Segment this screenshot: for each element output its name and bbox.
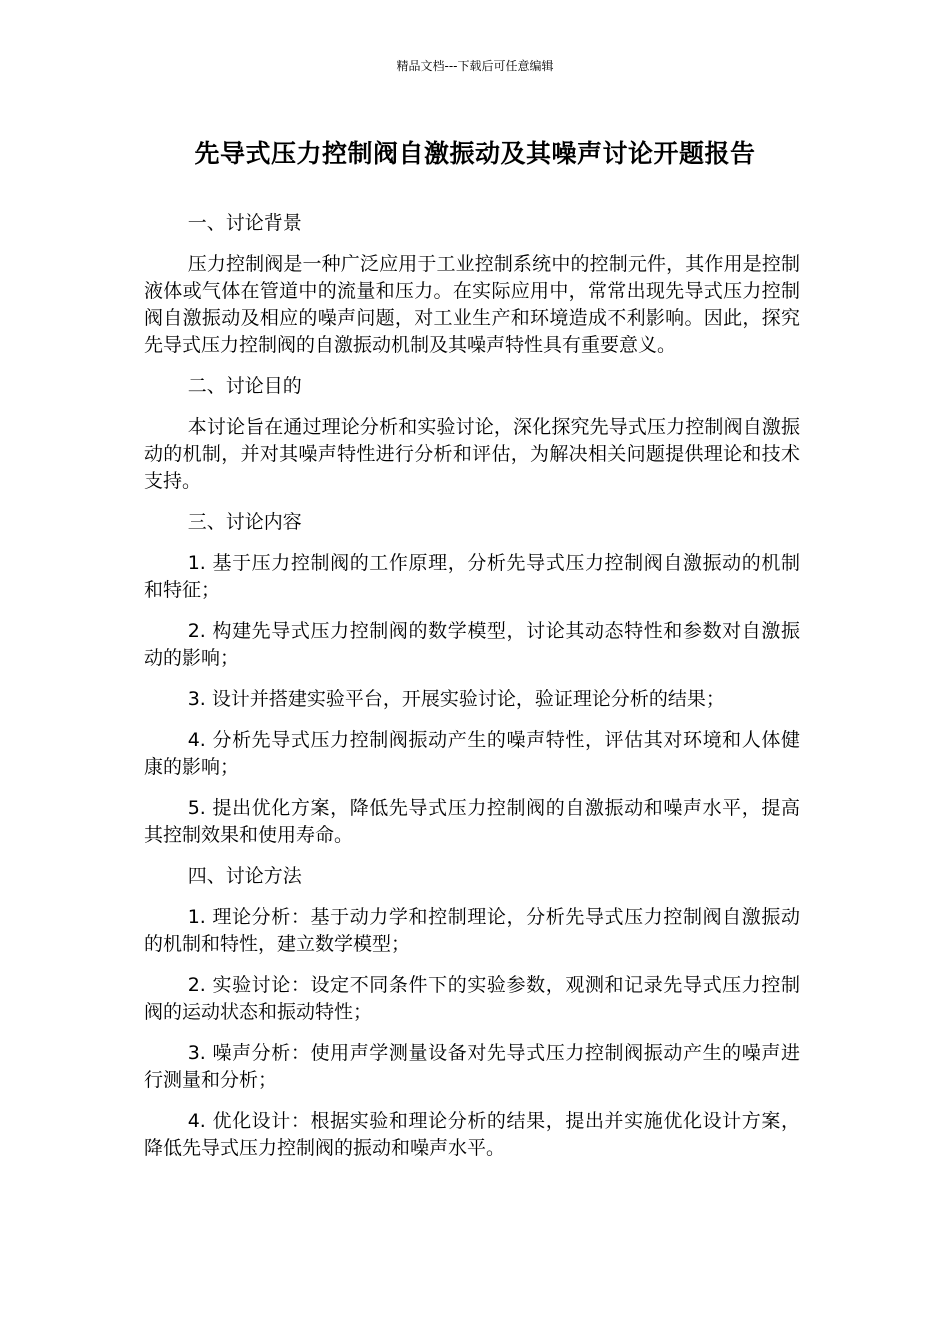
paragraph-purpose: 本讨论旨在通过理论分析和实验讨论，深化探究先导式压力控制阀自激振动的机制，并对其噪声特性进行分析和评估，为解决相关问题提供理论和技术支持。	[144, 416, 800, 492]
list-item-method-3: 3. 噪声分析：使用声学测量设备对先导式压力控制阀振动产生的噪声进行测量和分析；	[144, 1042, 800, 1091]
list-item-content-1: 1. 基于压力控制阀的工作原理，分析先导式压力控制阀自激振动的机制和特征；	[144, 552, 800, 601]
section-heading-background: 一、讨论背景	[187, 212, 302, 234]
section-heading-methods: 四、讨论方法	[187, 865, 302, 887]
header-note: 精品文档---下载后可任意编辑	[396, 59, 554, 73]
list-item-method-1: 1. 理论分析：基于动力学和控制理论，分析先导式压力控制阀自激振动的机制和特性，建立数学模型；	[144, 906, 800, 955]
list-item-method-2: 2. 实验讨论：设定不同条件下的实验参数，观测和记录先导式压力控制阀的运动状态和振动特性；	[144, 974, 800, 1023]
paragraph-background: 压力控制阀是一种广泛应用于工业控制系统中的控制元件，其作用是控制液体或气体在管道中的流量和压力。在实际应用中，常常出现先导式压力控制阀自激振动及相应的噪声问题，对工业生产和环境造成不利影响。因此，探究先导式压力控制阀的自激振动机制及其噪声特性具有重要意义。	[144, 253, 800, 356]
list-item-content-2: 2. 构建先导式压力控制阀的数学模型，讨论其动态特性和参数对自激振动的影响；	[144, 620, 800, 669]
list-item-method-4: 4. 优化设计：根据实验和理论分析的结果，提出并实施优化设计方案，降低先导式压力控制阀的振动和噪声水平。	[144, 1110, 800, 1159]
section-heading-purpose: 二、讨论目的	[187, 375, 302, 397]
list-item-content-4: 4. 分析先导式压力控制阀振动产生的噪声特性，评估其对环境和人体健康的影响；	[144, 729, 800, 778]
list-item-content-3: 3. 设计并搭建实验平台，开展实验讨论，验证理论分析的结果；	[187, 688, 725, 710]
list-item-content-5: 5. 提出优化方案，降低先导式压力控制阀的自激振动和噪声水平，提高其控制效果和使用寿命。	[144, 797, 800, 846]
section-heading-content: 三、讨论内容	[187, 511, 302, 533]
document-body	[144, 210, 800, 1176]
page-title: 先导式压力控制阀自激振动及其噪声讨论开题报告	[194, 139, 756, 168]
